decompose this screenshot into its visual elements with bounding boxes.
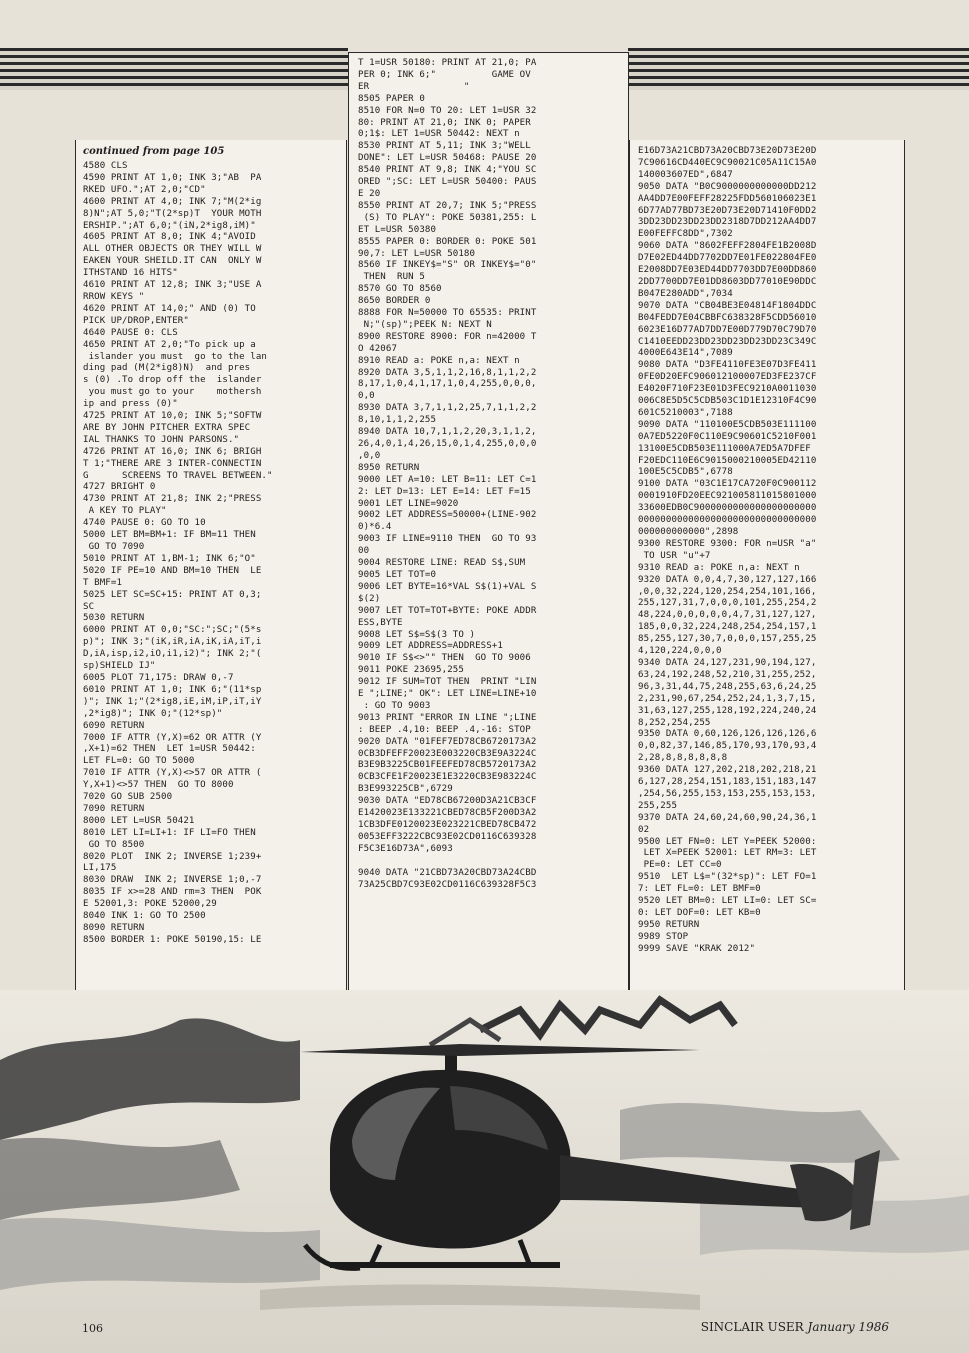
code-line: AA4DD7E00FEFF28225FDD560106023E1 <box>638 193 817 204</box>
code-line: 0: LET DOF=0: LET KB=0 <box>638 908 761 918</box>
code-line: 8,10,1,1,2,255 <box>358 415 437 426</box>
code-line: 9008 LET S$=S$(3 TO ) <box>358 629 476 640</box>
code-line: T 1;"THERE ARE 3 INTER-CONNECTIN <box>83 458 262 469</box>
code-line: 8)N";AT 5,0;"T(2*sp)T YOUR MOTH <box>83 208 262 219</box>
code-line: 4,120,224,0,0,0 <box>638 646 722 657</box>
code-line: 4640 PAUSE 0: CLS <box>83 327 178 338</box>
code-line: ALL OTHER OBJECTS OR THEY WILL W <box>83 244 262 255</box>
code-line: 00000000000000000000000000000000 <box>638 515 817 526</box>
code-line: THEN RUN 5 <box>358 272 425 283</box>
code-line: G SCREENS TO TRAVEL BETWEEN." <box>83 470 273 481</box>
code-line: 0001910FD20EEC921005811015801000 <box>638 491 817 502</box>
header-stripes-right <box>628 48 969 90</box>
issue-date: January 1986 <box>807 1320 889 1334</box>
code-line: 8550 PRINT AT 20,7; INK 5;"PRESS <box>358 200 537 211</box>
code-line: 0CB3DFEFF20023E003220CB3E9A3224C <box>358 748 537 759</box>
magazine-name: SINCLAIR USER <box>700 1320 804 1334</box>
code-line: O 42067 <box>358 343 398 354</box>
code-line: 8530 PRINT AT 5,11; INK 3;"WELL <box>358 141 531 152</box>
code-line: 4000E643E14",7089 <box>638 348 733 359</box>
code-line: 9100 DATA "03C1E17CA720F0C900112 <box>638 479 817 490</box>
code-line: 6010 PRINT AT 1,0; INK 6;"(11*sp <box>83 684 262 695</box>
code-line: 5020 IF PE=10 AND BM=10 THEN LE <box>83 565 262 576</box>
code-line: RROW KEYS " <box>83 291 145 302</box>
code-line: 4620 PRINT AT 14,0;" AND (0) TO <box>83 303 256 314</box>
code-line: 13100E5CDB503E111000A7ED5A7DFEF <box>638 443 811 454</box>
code-line: 9090 DATA "110100E5CDB503E111100 <box>638 419 817 430</box>
code-line: 8900 RESTORE 8900: FOR n=42000 T <box>358 331 537 342</box>
code-line: islander you must go to the lan <box>83 351 267 362</box>
code-line: 5010 PRINT AT 1,BM-1; INK 6;"O" <box>83 553 256 564</box>
code-line: DONE": LET L=USR 50468: PAUSE 20 <box>358 153 537 164</box>
code-line: 3DD23DD23DD23DD2318D7DD212AA4DD7 <box>638 217 817 228</box>
code-line: 0FE0D20EFC906012100007ED3FE237CF <box>638 372 817 383</box>
code-line: 9320 DATA 0,0,4,7,30,127,127,166 <box>638 574 817 585</box>
code-line: ARE BY JOHN PITCHER EXTRA SPEC <box>83 422 251 433</box>
code-line: 000000000000",2898 <box>638 527 739 537</box>
code-line: E ";LINE;" OK": LET LINE=LINE+10 <box>358 689 537 700</box>
code-line: $(2) <box>358 593 381 604</box>
code-line: 5000 LET BM=BM+1: IF BM=11 THEN <box>83 530 256 541</box>
code-line: 8090 RETURN <box>83 923 145 933</box>
code-line: p)"; INK 3;"(iK,iR,iA,iK,iA,iT,i <box>83 637 262 648</box>
code-line: 8040 INK 1: GO TO 2500 <box>83 911 206 922</box>
code-line: ding pad (M(2*ig8)N) and pres <box>83 363 251 374</box>
code-line <box>358 856 622 868</box>
code-line: LET X=PEEK 52001: LET RM=3: LET <box>638 848 817 859</box>
code-line: 9004 RESTORE LINE: READ S$,SUM <box>358 558 526 569</box>
code-line: RKED UFO.";AT 2,0;"CD" <box>83 184 206 195</box>
code-line: s (0) .To drop off the islander <box>83 375 262 386</box>
code-line: 8910 READ a: POKE n,a: NEXT n <box>358 355 520 366</box>
code-line: 4650 PRINT AT 2,0;"To pick up a <box>83 339 256 350</box>
code-line: 4727 BRIGHT 0 <box>83 482 156 493</box>
code-line: PE=0: LET CC=0 <box>638 860 722 871</box>
code-line: ,X+1)=62 THEN LET 1=USR 50442: <box>83 744 256 755</box>
code-line: 006C8E5D5C5CDB503C1D1E12310F4C90 <box>638 396 817 407</box>
code-line: 255,127,31,7,0,0,0,101,255,254,2 <box>638 598 817 609</box>
code-line: 6090 RETURN <box>83 720 145 731</box>
code-line: 33600EDB0C9000000000000000000000 <box>638 503 817 514</box>
code-line: 1CB3DFE0120023E023221CBED78CB472 <box>358 820 537 830</box>
code-listing-1 <box>83 161 340 947</box>
code-line: 4726 PRINT AT 16,0; INK 6; BRIGH <box>83 446 262 457</box>
code-line: )"; INK 1;"(2*ig8,iE,iM,iP,iT,iY <box>83 696 262 707</box>
code-line: : GO TO 9003 <box>358 700 431 711</box>
code-line: 26,4,0,1,4,26,15,0,1,4,255,0,0,0 <box>358 439 537 449</box>
code-line: 9360 DATA 127,202,218,202,218,21 <box>638 765 817 776</box>
code-column-3 <box>629 140 905 1000</box>
code-line: B04FEDD7E04CBBFC638328F5CDD56010 <box>638 312 817 323</box>
code-line: T BMF=1 <box>83 577 123 588</box>
code-line: 8940 DATA 10,7,1,1,2,20,3,1,1,2, <box>358 427 537 438</box>
code-line: 9989 STOP <box>638 931 689 942</box>
header-stripes-left <box>0 48 348 90</box>
code-line: 8505 PAPER 0 <box>358 93 425 104</box>
code-line: IAL THANKS TO JOHN PARSONS." <box>83 434 240 445</box>
code-line: 8000 LET L=USR 50421 <box>83 815 195 826</box>
code-line: 185,0,0,32,224,248,254,254,157,1 <box>638 622 817 633</box>
code-line: 96,3,31,44,75,248,255,63,6,24,25 <box>638 681 817 692</box>
code-line: 100E5C5CDB5",6778 <box>638 467 733 478</box>
code-line: D,iA,isp,i2,iO,i1,i2)"; INK 2;"( <box>83 649 262 660</box>
code-line: sp)SHIELD IJ" <box>83 661 156 672</box>
code-column-1 <box>75 140 347 1000</box>
code-line: 9007 LET TOT=TOT+BYTE: POKE ADDR <box>358 605 537 616</box>
code-line: 0,0,82,37,146,85,170,93,170,93,4 <box>638 741 817 752</box>
code-line: 0)*6.4 <box>358 522 392 533</box>
code-line: 8540 PRINT AT 9,8; INK 4;"YOU SC <box>358 165 537 176</box>
code-line: 8555 PAPER 0: BORDER 0: POKE 501 <box>358 236 537 247</box>
code-line: 9005 LET TOT=0 <box>358 569 437 580</box>
code-line: 4580 CLS <box>83 161 128 171</box>
code-line: 4610 PRINT AT 12,8; INK 3;"USE A <box>83 280 262 291</box>
code-line: 2DD7700DD7E01DD8603DD77010E90DDC <box>638 276 817 287</box>
code-line: 9950 RETURN <box>638 919 700 930</box>
code-line: 4600 PRINT AT 4,0; INK 7;"M(2*ig <box>83 196 262 207</box>
code-line: 9370 DATA 24,60,24,60,90,24,36,1 <box>638 812 817 823</box>
code-line: 4730 PRINT AT 21,8; INK 2;"PRESS <box>83 494 262 505</box>
code-line: 4590 PRINT AT 1,0; INK 3;"AB PA <box>83 172 262 183</box>
code-line: 4605 PRINT AT 8,0; INK 4;"AVOID <box>83 232 256 243</box>
code-line: 8,17,1,0,4,1,17,1,0,4,255,0,0,0, <box>358 379 537 390</box>
code-line: E00FEFFC8DD",7302 <box>638 229 733 240</box>
code-line: 8035 IF x>=28 AND rm=3 THEN POK <box>83 887 262 898</box>
code-line: E4020F710F23E01D3FEC9210A0011030 <box>638 384 817 395</box>
code-line: 4725 PRINT AT 10,0; INK 5;"SOFTW <box>83 411 262 422</box>
code-line: 73A25CBD7C93E02CD0116C639328F5C3 <box>358 879 537 890</box>
code-line: 6D77AD77BD73E20D73E20D71410F0DD2 <box>638 205 817 216</box>
code-line: 2,231,90,67,254,252,24,1,3,7,15, <box>638 693 817 704</box>
code-line: 8020 PLOT INK 2; INVERSE 1;239+ <box>83 851 262 862</box>
code-line: T 1=USR 50180: PRINT AT 21,0; PA <box>358 58 537 68</box>
code-line: ET L=USR 50380 <box>358 224 437 235</box>
code-line: 9030 DATA "ED78CB67200D3A21CB3CF <box>358 796 537 807</box>
code-line: 7: LET FL=0: LET BMF=0 <box>638 884 761 895</box>
code-line: LET FL=0: GO TO 5000 <box>83 756 195 767</box>
code-line: 9060 DATA "8602FEFF2804FE1B2008D <box>638 241 817 252</box>
code-line: 9070 DATA "CB04BE3E04814F1804DDC <box>638 300 817 311</box>
helicopter-illustration <box>0 990 969 1353</box>
code-line: 9001 LET LINE=9020 <box>358 498 459 509</box>
code-line: ,2*ig8)"; INK 0;"(12*sp)" <box>83 708 223 719</box>
code-line: 9010 IF S$<>"" THEN GO TO 9006 <box>358 653 531 664</box>
code-line: 8930 DATA 3,7,1,1,2,25,7,1,1,2,2 <box>358 403 537 414</box>
code-line: you must go to your mothersh <box>83 387 262 398</box>
code-line: 7020 GO SUB 2500 <box>83 792 173 803</box>
code-line: 8510 FOR N=0 TO 20: LET 1=USR 32 <box>358 105 537 116</box>
code-line: 0A7ED5220F0C110E9C90601C5210F001 <box>638 431 817 442</box>
code-line: 8,252,254,255 <box>638 717 711 728</box>
code-line: 255,255 <box>638 800 678 811</box>
code-line: 0CB3CFE1F20023E1E3220CB3E983224C <box>358 772 537 783</box>
code-line: (S) TO PLAY": POKE 50381,255: L <box>358 212 537 223</box>
code-line: B3E9B3225CB01FEEFED78CB5720173A2 <box>358 760 537 771</box>
code-line: 7010 IF ATTR (Y,X)<>57 OR ATTR ( <box>83 768 262 779</box>
page-number: 106 <box>82 1322 103 1335</box>
code-line: 9310 READ a: POKE n,a: NEXT n <box>638 562 800 573</box>
code-line: E 20 <box>358 188 381 199</box>
code-line: 4740 PAUSE 0: GO TO 10 <box>83 518 206 529</box>
code-line: ,254,56,255,153,153,255,153,153, <box>638 788 817 799</box>
code-line: 9500 LET FN=0: LET Y=PEEK 52000: <box>638 836 817 847</box>
code-line: 8950 RETURN <box>358 462 420 473</box>
code-line: 90,7: LET L=USR 50180 <box>358 248 476 259</box>
code-line: 9006 LET BYTE=16*VAL S$(1)+VAL S <box>358 581 537 592</box>
code-line: 9999 SAVE "KRAK 2012" <box>638 943 756 954</box>
code-line: 9050 DATA "B0C9000000000000DD212 <box>638 181 817 192</box>
code-line: 31,63,127,255,128,192,224,240,24 <box>638 705 817 716</box>
code-line: E2008DD7E03ED44DD7703DD7E00DD860 <box>638 265 817 276</box>
code-line: C1410EEDD23DD23DD23DD23DD23C349C <box>638 336 817 347</box>
code-line: GO TO 7090 <box>83 542 145 552</box>
code-line: B3E993225CB",6729 <box>358 784 453 795</box>
code-line: 5025 LET SC=SC+15: PRINT AT 0,3; <box>83 589 262 600</box>
code-line: 8920 DATA 3,5,1,1,2,16,8,1,1,2,2 <box>358 367 537 378</box>
code-line: 0;1$: LET 1=USR 50442: NEXT n <box>358 129 520 140</box>
code-line: 9002 LET ADDRESS=50000+(LINE-902 <box>358 510 537 521</box>
code-line: 601C5210003",7188 <box>638 407 733 418</box>
code-line: GO TO 8500 <box>83 839 145 850</box>
code-line: 7000 IF ATTR (Y,X)=62 OR ATTR (Y <box>83 732 262 743</box>
code-line: 80: PRINT AT 21,0; INK 0; PAPER <box>358 117 531 128</box>
code-line: 9013 PRINT "ERROR IN LINE ";LINE <box>358 712 537 723</box>
code-line: 6023E16D77AD7DD7E00D779D70C79D70 <box>638 324 817 335</box>
code-line: 6005 PLOT 71,175: DRAW 0,-7 <box>83 672 234 683</box>
code-line: Y,X+1)<>57 THEN GO TO 8000 <box>83 780 234 791</box>
code-line: ,0,0 <box>358 450 381 461</box>
code-listing-3 <box>638 146 900 956</box>
code-line: 9000 LET A=10: LET B=11: LET C=1 <box>358 474 537 485</box>
code-line: 2,28,8,8,8,8,8,8 <box>638 753 728 764</box>
code-line: 6000 PRINT AT 0,0;"SC:";SC;"(5*s <box>83 625 262 636</box>
code-line: 0,0 <box>358 391 375 402</box>
code-line: 63,24,192,248,52,210,31,255,252, <box>638 669 817 680</box>
code-line: N;"(sp)";PEEK N: NEXT N <box>358 319 492 330</box>
code-line: 9350 DATA 0,60,126,126,126,126,6 <box>638 729 817 740</box>
code-line: 02 <box>638 824 650 835</box>
code-line: D7E02ED44DD7702DD7E01FE022804FE0 <box>638 253 817 264</box>
code-line: 9520 LET BM=0: LET LI=0: LET SC= <box>638 896 817 907</box>
code-line: F20EDC110E6C9015000210005ED42110 <box>638 455 817 466</box>
magazine-footer <box>701 1320 889 1334</box>
code-line: 8888 FOR N=50000 TO 65535: PRINT <box>358 308 537 319</box>
code-listing-2 <box>358 58 622 891</box>
code-line: 8560 IF INKEY$="S" OR INKEY$="0" <box>358 260 537 271</box>
code-line: SC <box>83 601 95 612</box>
code-line: ip and press (0)" <box>83 399 178 410</box>
code-line: 7090 RETURN <box>83 803 145 814</box>
code-line: ORED ";SC: LET L=USR 50400: PAUS <box>358 177 537 188</box>
code-line: 8570 GO TO 8560 <box>358 284 442 295</box>
code-line: E16D73A21CBD73A20CBD73E20D73E20D <box>638 146 817 156</box>
code-line: A KEY TO PLAY" <box>83 506 167 517</box>
code-line: E1420023E133221CBED78CB5F200D3A2 <box>358 808 537 819</box>
code-line: TO USR "u"+7 <box>638 550 711 561</box>
code-line: 00 <box>358 546 370 557</box>
code-line: 9012 IF SUM=TOT THEN PRINT "LIN <box>358 677 537 688</box>
code-line: F5C3E16D73A",6093 <box>358 843 453 854</box>
code-line: : BEEP .4,10: BEEP .4,-16: STOP <box>358 724 531 735</box>
code-line: ITHSTAND 16 HITS" <box>83 268 178 279</box>
code-line: 9020 DATA "01FEF7ED78CB6720173A2 <box>358 736 537 747</box>
code-line: 48,224,0,0,0,0,0,4,7,31,127,127, <box>638 610 817 621</box>
code-line: PICK UP/DROP,ENTER" <box>83 315 189 326</box>
code-line: 9040 DATA "21CBD73A20CBD73A24CBD <box>358 867 537 878</box>
code-line: 9011 POKE 23695,255 <box>358 665 464 676</box>
code-column-2 <box>348 52 629 1002</box>
code-line: 9080 DATA "D3FE4110FE3E07D3FE411 <box>638 360 817 371</box>
code-line: B047E280ADD",7034 <box>638 288 733 299</box>
code-line: 9009 LET ADDRESS=ADDRESS+1 <box>358 641 503 652</box>
code-line: 9300 RESTORE 9300: FOR n=USR "a" <box>638 538 817 549</box>
code-line: E 52001,3: POKE 52000,29 <box>83 899 217 910</box>
continued-note: continued from page 105 <box>83 146 225 157</box>
code-line: 8650 BORDER 0 <box>358 296 431 307</box>
code-line: 8500 BORDER 1: POKE 50190,15: LE <box>83 934 262 945</box>
code-line: ESS,BYTE <box>358 617 403 628</box>
code-line: 6,127,28,254,151,183,151,183,147 <box>638 777 817 788</box>
code-line: 9510 LET L$="(32*sp)": LET FO=1 <box>638 872 817 883</box>
code-line: ERSHIP.";AT 6,0;"(iN,2*ig8,iM)" <box>83 220 256 231</box>
code-line: LI,175 <box>83 863 117 874</box>
code-line: EAKEN YOUR SHEILD.IT CAN ONLY W <box>83 256 262 267</box>
code-line: 140003607ED",6847 <box>638 169 733 180</box>
code-line: ,0,0,32,224,120,254,254,101,166, <box>638 586 817 597</box>
code-line: ER " <box>358 81 470 92</box>
code-line: 0053EFF3222CBC93E02CD0116C639328 <box>358 831 537 842</box>
code-line: 5030 RETURN <box>83 613 145 624</box>
code-line: 85,255,127,30,7,0,0,0,157,255,25 <box>638 634 817 645</box>
code-line: PER 0; INK 6;" GAME OV <box>358 69 531 80</box>
code-line: 9340 DATA 24,127,231,90,194,127, <box>638 657 817 668</box>
code-line: 7C90616CD440EC9C90021C05A11C15A0 <box>638 157 817 168</box>
code-line: 2: LET D=13: LET E=14: LET F=15 <box>358 486 531 497</box>
code-line: 8010 LET LI=LI+1: IF LI=FO THEN <box>83 827 256 838</box>
code-line: 9003 IF LINE=9110 THEN GO TO 93 <box>358 534 537 545</box>
code-line: 8030 DRAW INK 2; INVERSE 1;0,-7 <box>83 875 262 886</box>
